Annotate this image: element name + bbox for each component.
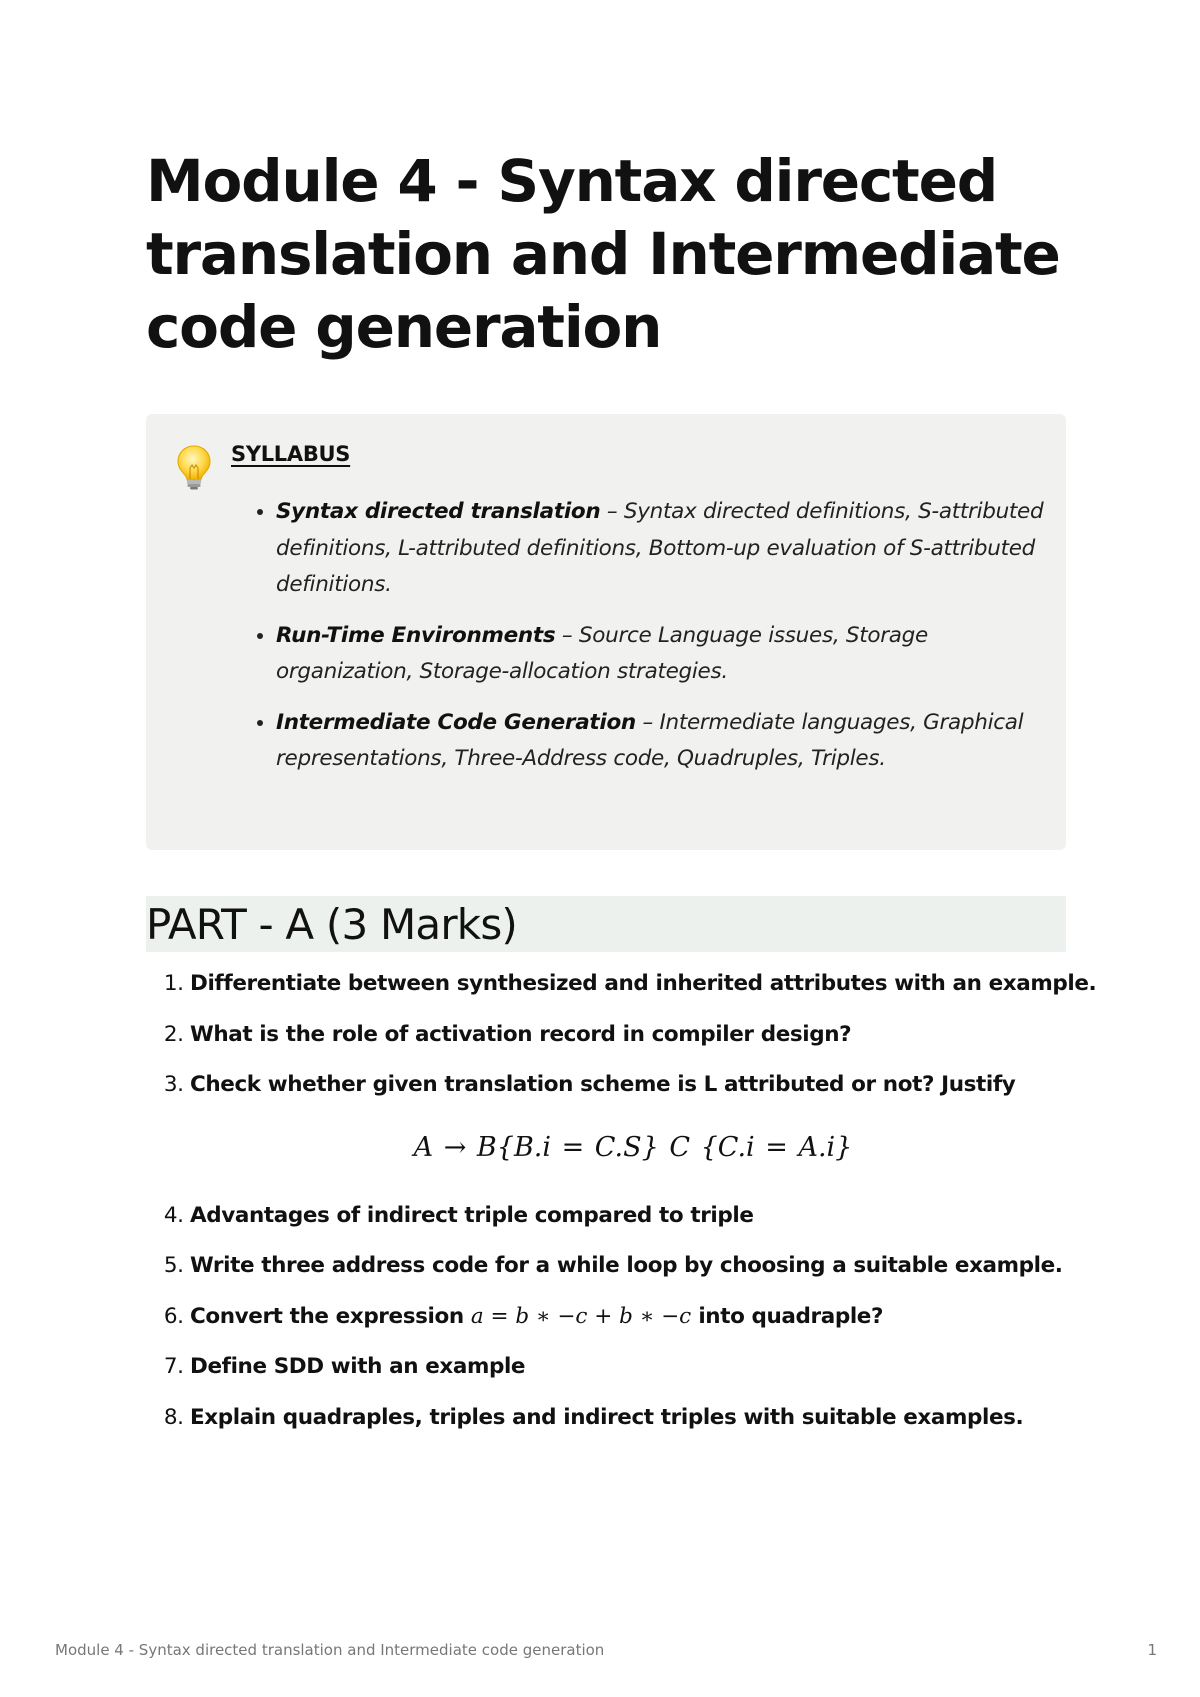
syllabus-list [246,494,1056,792]
section-heading: PART - A (3 Marks) [146,896,1066,952]
list-item: • Syntax directed translation – Syntax directed definitions, S-attributed definitions, L-attributed definitions, Bottom-up evaluation of S-attributed definitions. [276,494,1056,604]
math-formula: a = b ∗ −c + b ∗ −c [470,1303,692,1329]
list-item: • Run-Time Environments – Source Language issues, Storage organization, Storage-allocation strategies. [276,618,1056,691]
syllabus-details: Syntax directed definitions, S-attributed definitions, L-attributed definitions, Bottom-up evaluation of S-attributed definitions. [276,499,1044,597]
syllabus-heading: SYLLABUS [231,442,351,466]
question-item: 4. Advantages of indirect triple compared to triple [190,1198,1120,1235]
syllabus-details: Source Language issues, Storage organization, Storage-allocation strategies. [276,622,928,684]
question-item: 6. Convert the expression a = b ∗ −c + b ∗ −c into quadraple? [190,1299,1120,1336]
syllabus-topic: Intermediate Code Generation [276,709,636,735]
question-item: 2. What is the role of activation record in compiler design? [190,1017,1120,1054]
page-title: Module 4 - Syntax directed translation and Intermediate code generation [146,147,1060,361]
question-item: 7. Define SDD with an example [190,1349,1120,1386]
math-formula: A → B{B.i = C.S} C {C.i = A.i} [413,1131,853,1163]
footer-title: Module 4 - Syntax directed translation and Intermediate code generation [55,1641,605,1659]
syllabus-callout [146,414,1066,850]
page-number: 1 [1147,1641,1157,1659]
question-list [146,966,1120,1450]
syllabus-topic: Syntax directed translation [276,499,601,524]
question-item: 5. Write three address code for a while loop by choosing a suitable example. [190,1248,1120,1285]
question-item: 8. Explain quadraples, triples and indirect triples with suitable examples. [190,1400,1120,1437]
lightbulb-icon [176,444,212,490]
question-item: 3. Check whether given translation scheme is L attributed or not? Justify A → B{B.i = C.S} C {C.i = A.i} [190,1067,1120,1166]
syllabus-topic: Run-Time Environments [276,622,556,648]
question-item: 1. Differentiate between synthesized and inherited attributes with an example. [190,966,1120,1003]
syllabus-details: Intermediate languages, Graphical representations, Three-Address code, Quadruples, Triples. [276,709,1024,771]
list-item: • Intermediate Code Generation – Intermediate languages, Graphical representations, Three-Address code, Quadruples, Triples. [276,705,1056,778]
